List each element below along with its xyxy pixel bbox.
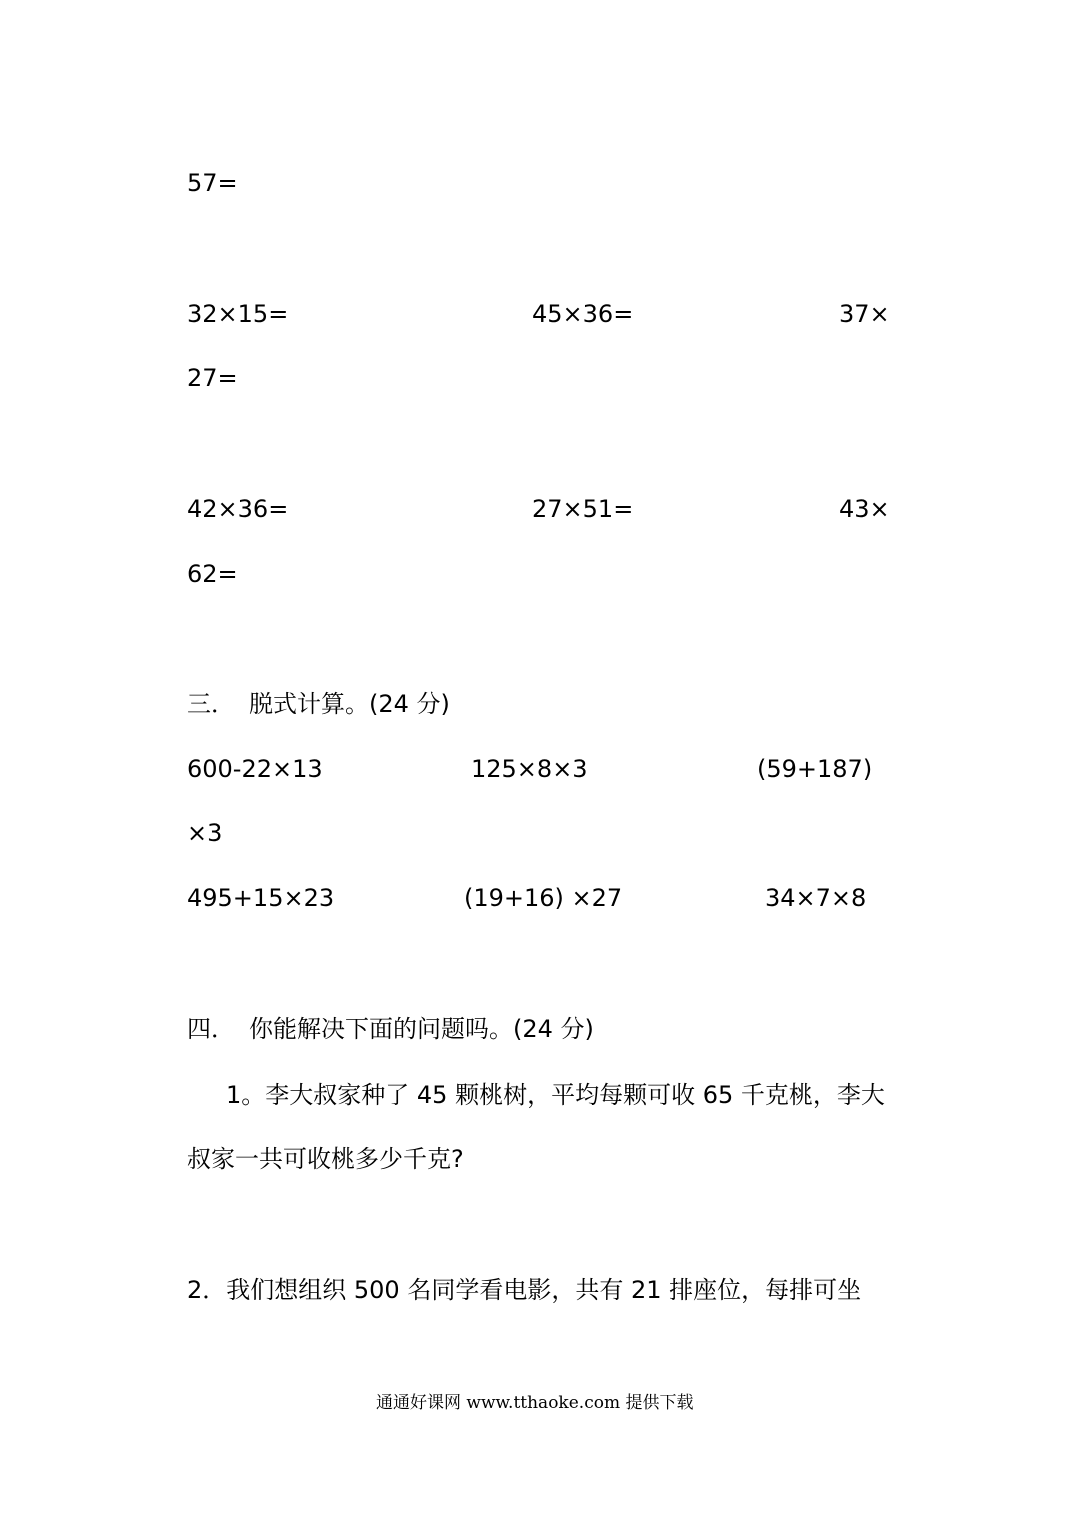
calc-item-wrap: ×3 — [187, 819, 223, 847]
word-problem-line: 2．我们想组织 500 名同学看电影，共有 21 排座位，每排可坐 — [187, 1276, 862, 1304]
calc-item: 125×8×3 — [471, 755, 588, 783]
page-footer: 通通好课网 www.tthaoke.com 提供下载 — [376, 1393, 694, 1413]
calc-item: 42×36= — [187, 495, 289, 523]
calc-item: (19+16) ×27 — [464, 884, 623, 912]
word-problem-line: 1。李大叔家种了 45 颗桃树，平均每颗可收 65 千克桃，李大 — [226, 1081, 885, 1109]
calc-item: 43× — [839, 495, 890, 523]
section-heading: 脱式计算。(24 分) — [249, 690, 450, 718]
section-heading: 你能解决下面的问题吗。(24 分) — [249, 1015, 594, 1043]
word-problem-line: 叔家一共可收桃多少千克? — [187, 1145, 464, 1173]
calc-item: 45×36= — [532, 300, 634, 328]
calc-item: 57= — [187, 169, 238, 197]
section-heading-number: 四． — [187, 1015, 235, 1043]
calc-item: 495+15×23 — [187, 884, 335, 912]
calc-item: 600-22×13 — [187, 755, 323, 783]
calc-item: 34×7×8 — [765, 884, 867, 912]
calc-item: 32×15= — [187, 300, 289, 328]
calc-item-wrap: 62= — [187, 560, 238, 588]
calc-item: 27×51= — [532, 495, 634, 523]
calc-item: 37× — [839, 300, 890, 328]
calc-item-wrap: 27= — [187, 364, 238, 392]
calc-item: (59+187) — [757, 755, 873, 783]
section-heading-number: 三． — [187, 690, 235, 718]
